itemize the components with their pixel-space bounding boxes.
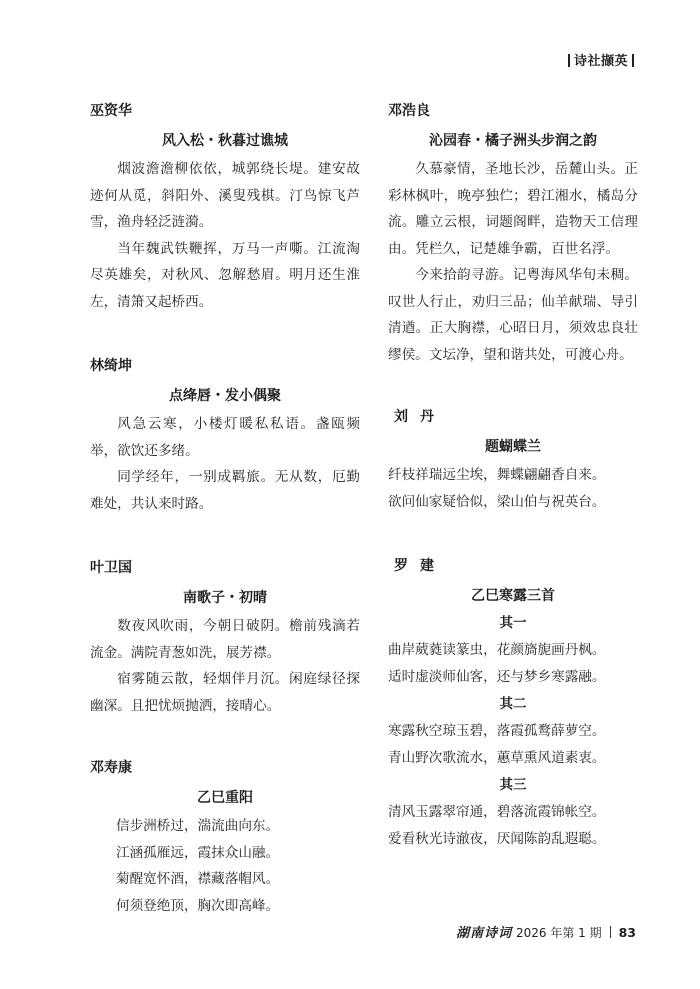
poem-paragraph: 久慕豪情，圣地长沙，岳麓山头。正彩林枫叶，晚亭独伫；碧江湘水，橘岛分流。雕立云根，词题阁畔，造物天工信理由。凭栏久，记楚雄争霸，百世名浮。	[388, 161, 638, 257]
poem-line: 适时虚淡师仙客，还与梦乡寒露融。	[388, 668, 606, 685]
poem-line: 何须登绝顶，胸次即高峰。	[116, 897, 280, 914]
poem	[90, 100, 360, 315]
poem-paragraph: 同学经年，一别成羁旅。无从数，厄勤难处，共认来时路。	[90, 469, 360, 512]
issue-label: 2026 年第 1 期	[515, 926, 602, 940]
poem-author: 邓寿康	[90, 760, 132, 776]
poem-paragraph: 数夜风吹雨，今朝日破阴。檐前残滴若流金。满院青葱如洗，展芳襟。	[90, 618, 360, 661]
footer-divider	[610, 926, 611, 938]
poem-title: 乙巳寒露三首	[471, 588, 555, 604]
right-column	[388, 100, 638, 890]
poem-line: 爱看秋光诗澈夜，厌闻陈韵乱遐聪。	[388, 830, 606, 847]
poem	[388, 406, 638, 515]
poem-line: 江涵孤雁远，霞抹众山融。	[116, 844, 280, 861]
poem-author: 刘丹	[394, 409, 446, 425]
poem-author: 邓浩良	[388, 103, 430, 119]
poem-title: 风入松・秋暮过谯城	[162, 133, 288, 149]
poem	[90, 757, 360, 919]
poem-line: 青山野次歌流水，蕙草熏风道素衷。	[388, 749, 606, 766]
poem-line: 纤枝祥瑞远尘埃，舞蝶翩翩香自来。	[388, 467, 606, 483]
poem-subtitle: 其一	[499, 615, 527, 631]
poem-title: 沁园春・橘子洲头步润之韵	[429, 133, 597, 149]
poem-author: 巫资华	[90, 103, 132, 119]
left-column	[90, 100, 360, 957]
magazine-logo: 湖南诗词	[456, 926, 513, 941]
poem-author: 罗建	[394, 558, 446, 574]
poem	[90, 557, 360, 719]
poem-line: 欲问仙家疑恰似，梁山伯与祝英台。	[388, 493, 606, 510]
poem-subtitle: 其二	[499, 696, 527, 712]
poem-author: 林绮坤	[90, 358, 132, 374]
poem-title: 乙巳重阳	[197, 790, 253, 806]
poem-line: 信步洲桥过，湍流曲向东。	[116, 818, 280, 834]
poem-paragraph: 烟波澹澹柳依依，城郭绕长堤。建安故迹何从觅，斜阳外、溪叟残棋。汀鸟惊飞芦雪，渔舟轻泛涟漪。	[90, 161, 360, 230]
section-title: 诗社撷英	[573, 54, 628, 69]
poem	[388, 100, 638, 368]
page-number: 83	[618, 925, 636, 940]
poem-paragraph: 今来拾韵寻游。记粤海风华旬未稠。叹世人行止，劝归三品；仙羊献瑞、导引清遒。正大胸襟，心昭日月，须效忠良壮缪侯。文坛净，望和谐共处，可渡心舟。	[388, 267, 638, 363]
page-footer	[456, 922, 636, 941]
header-bar-right	[632, 54, 634, 67]
poem-author: 叶卫国	[90, 560, 132, 576]
poem-title: 点绛唇・发小偶聚	[169, 388, 281, 404]
poem-title: 题蝴蝶兰	[485, 439, 541, 455]
poem-paragraph: 当年魏武铁鞭挥，万马一声嘶。江流淘尽英雄矣，对秋风、忽解愁眉。明月还生淮左，清箫又起桥西。	[90, 240, 360, 310]
poem-line: 寒露秋空琼玉碧，落霞孤鹜薛萝空。	[388, 723, 606, 739]
poem-line: 曲岸葳蕤读篆虫，花颜旖旎画丹枫。	[388, 642, 606, 658]
poem-line: 清风玉露翠帘通，碧落流霞锦帐空。	[388, 804, 606, 820]
poem-title: 南歌子・初晴	[183, 590, 267, 606]
section-header	[564, 50, 638, 69]
poem-subtitle: 其三	[499, 777, 527, 793]
poem	[388, 555, 638, 852]
poem-paragraph: 风急云寒，小楼灯暖私私语。盏瓯频举，欲饮还多绪。	[90, 416, 360, 459]
header-bar-left	[568, 54, 570, 67]
poem-paragraph: 宿雾随云散，轻烟伴月沉。闲庭绿径探幽深。且把忧烦抛洒，接晴心。	[90, 671, 360, 714]
poem	[90, 355, 360, 517]
poem-line: 菊醒宽怀酒，襟藏落帽风。	[116, 871, 280, 887]
